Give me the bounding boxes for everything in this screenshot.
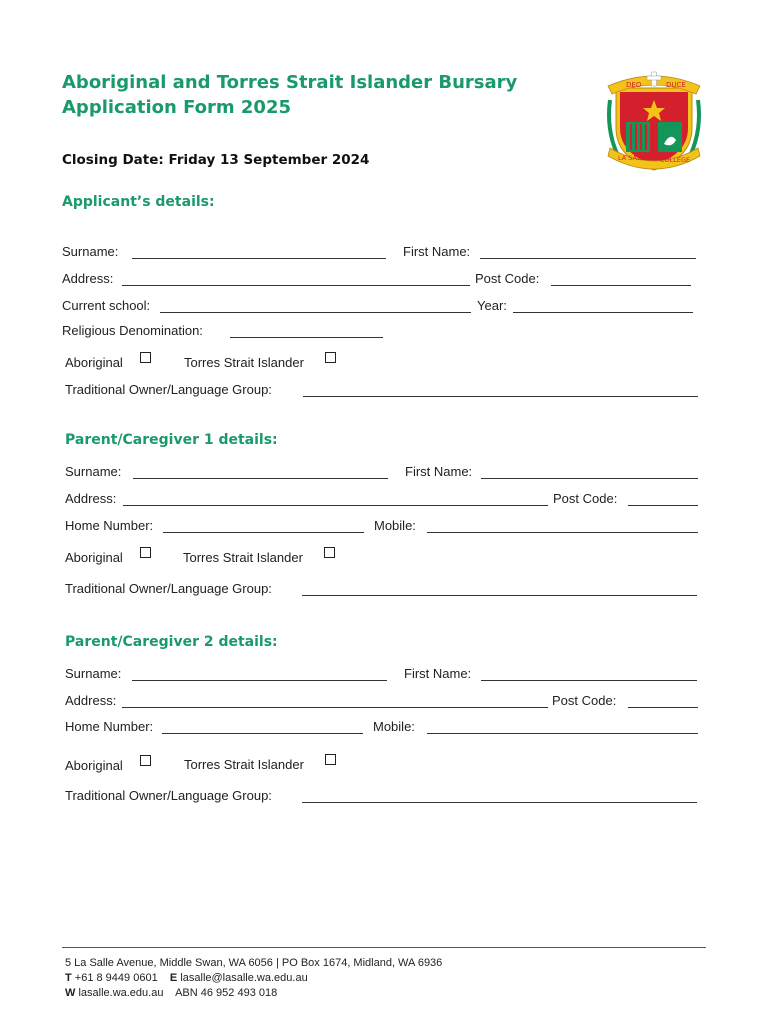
footer-phone: +61 8 9449 0601 xyxy=(74,972,158,984)
parent1-torres-checkbox[interactable] xyxy=(324,547,335,558)
form-title-line2: Application Form 2025 xyxy=(62,97,292,118)
footer-abn: ABN 46 952 493 018 xyxy=(175,987,278,999)
applicant-torres-checkbox[interactable] xyxy=(325,352,336,363)
footer-phone-label: T xyxy=(65,972,72,984)
applicant-religion-field[interactable] xyxy=(230,337,383,338)
parent1-postcode-label: Post Code: xyxy=(553,491,618,506)
footer-email-label: E xyxy=(169,972,178,984)
parent2-aboriginal-label: Aboriginal xyxy=(65,758,123,773)
parent1-address-field[interactable] xyxy=(123,505,548,506)
footer-contact-line xyxy=(65,972,308,984)
motto-right-text: DUCE xyxy=(666,81,686,89)
applicant-religion-label: Religious Denomination: xyxy=(62,323,203,338)
parent2-surname-field[interactable] xyxy=(132,680,387,681)
parent2-firstname-label: First Name: xyxy=(404,666,472,681)
parent1-address-label: Address: xyxy=(65,491,117,506)
applicant-aboriginal-checkbox[interactable] xyxy=(140,352,151,363)
parent1-postcode-field[interactable] xyxy=(628,505,698,506)
applicant-school-label: Current school: xyxy=(62,298,151,313)
parent2-heading: Parent/Caregiver 2 details: xyxy=(65,634,278,650)
applicant-school-field[interactable] xyxy=(160,312,471,313)
parent2-firstname-field[interactable] xyxy=(481,680,697,681)
applicant-year-field[interactable] xyxy=(513,312,693,313)
parent2-surname-label: Surname: xyxy=(65,666,122,681)
parent2-torres-checkbox[interactable] xyxy=(325,754,336,765)
applicant-firstname-label: First Name: xyxy=(403,244,471,259)
college-crest-logo xyxy=(604,70,704,174)
applicant-postcode-field[interactable] xyxy=(551,285,691,286)
parent2-mobile-field[interactable] xyxy=(427,733,698,734)
scroll-right-text: COLLEGE xyxy=(660,156,691,164)
footer-address: 5 La Salle Avenue, Middle Swan, WA 6056 | PO Box 1674, Midland, WA 6936 xyxy=(65,957,443,969)
footer-web-line xyxy=(65,987,277,999)
applicant-traditional-label: Traditional Owner/Language Group: xyxy=(65,382,272,397)
parent1-home-field[interactable] xyxy=(163,532,364,533)
applicant-torres-label: Torres Strait Islander xyxy=(184,355,304,370)
parent1-surname-field[interactable] xyxy=(133,478,388,479)
form-title xyxy=(62,70,532,120)
parent2-aboriginal-checkbox[interactable] xyxy=(140,755,151,766)
parent1-aboriginal-checkbox[interactable] xyxy=(140,547,151,558)
parent1-traditional-field[interactable] xyxy=(302,595,697,596)
parent1-mobile-label: Mobile: xyxy=(374,518,416,533)
applicant-firstname-field[interactable] xyxy=(480,258,696,259)
parent2-torres-label: Torres Strait Islander xyxy=(184,757,304,772)
parent1-home-label: Home Number: xyxy=(65,518,154,533)
applicant-surname-label: Surname: xyxy=(62,244,119,259)
parent2-traditional-label: Traditional Owner/Language Group: xyxy=(65,788,272,803)
form-title-line1: Aboriginal and Torres Strait Islander Bursary xyxy=(62,72,518,93)
parent1-traditional-label: Traditional Owner/Language Group: xyxy=(65,581,272,596)
parent1-firstname-field[interactable] xyxy=(481,478,698,479)
footer-website[interactable]: lasalle.wa.edu.au xyxy=(78,987,164,999)
parent2-postcode-field[interactable] xyxy=(628,707,698,708)
applicant-address-field[interactable] xyxy=(122,285,470,286)
parent1-surname-label: Surname: xyxy=(65,464,122,479)
parent1-torres-label: Torres Strait Islander xyxy=(183,550,303,565)
applicant-year-label: Year: xyxy=(477,298,507,313)
parent2-home-field[interactable] xyxy=(162,733,363,734)
parent2-address-field[interactable] xyxy=(122,707,548,708)
applicant-address-label: Address: xyxy=(62,271,114,286)
closing-date: Closing Date: Friday 13 September 2024 xyxy=(62,152,370,168)
applicant-postcode-label: Post Code: xyxy=(475,271,540,286)
parent1-firstname-label: First Name: xyxy=(405,464,473,479)
footer-divider xyxy=(62,947,706,948)
motto-left-text: DEO xyxy=(626,81,642,89)
parent2-postcode-label: Post Code: xyxy=(552,693,617,708)
scroll-left-text: LA SALLE xyxy=(618,154,649,162)
parent2-home-label: Home Number: xyxy=(65,719,154,734)
parent2-mobile-label: Mobile: xyxy=(373,719,415,734)
parent2-address-label: Address: xyxy=(65,693,117,708)
applicant-heading: Applicant’s details: xyxy=(62,194,215,210)
applicant-aboriginal-label: Aboriginal xyxy=(65,355,123,370)
applicant-surname-field[interactable] xyxy=(132,258,386,259)
footer-web-label: W xyxy=(65,987,76,999)
applicant-traditional-field[interactable] xyxy=(303,396,698,397)
parent1-aboriginal-label: Aboriginal xyxy=(65,550,123,565)
parent1-heading: Parent/Caregiver 1 details: xyxy=(65,432,278,448)
footer-email[interactable]: lasalle@lasalle.wa.edu.au xyxy=(180,972,308,984)
parent1-mobile-field[interactable] xyxy=(427,532,698,533)
parent2-traditional-field[interactable] xyxy=(302,802,697,803)
